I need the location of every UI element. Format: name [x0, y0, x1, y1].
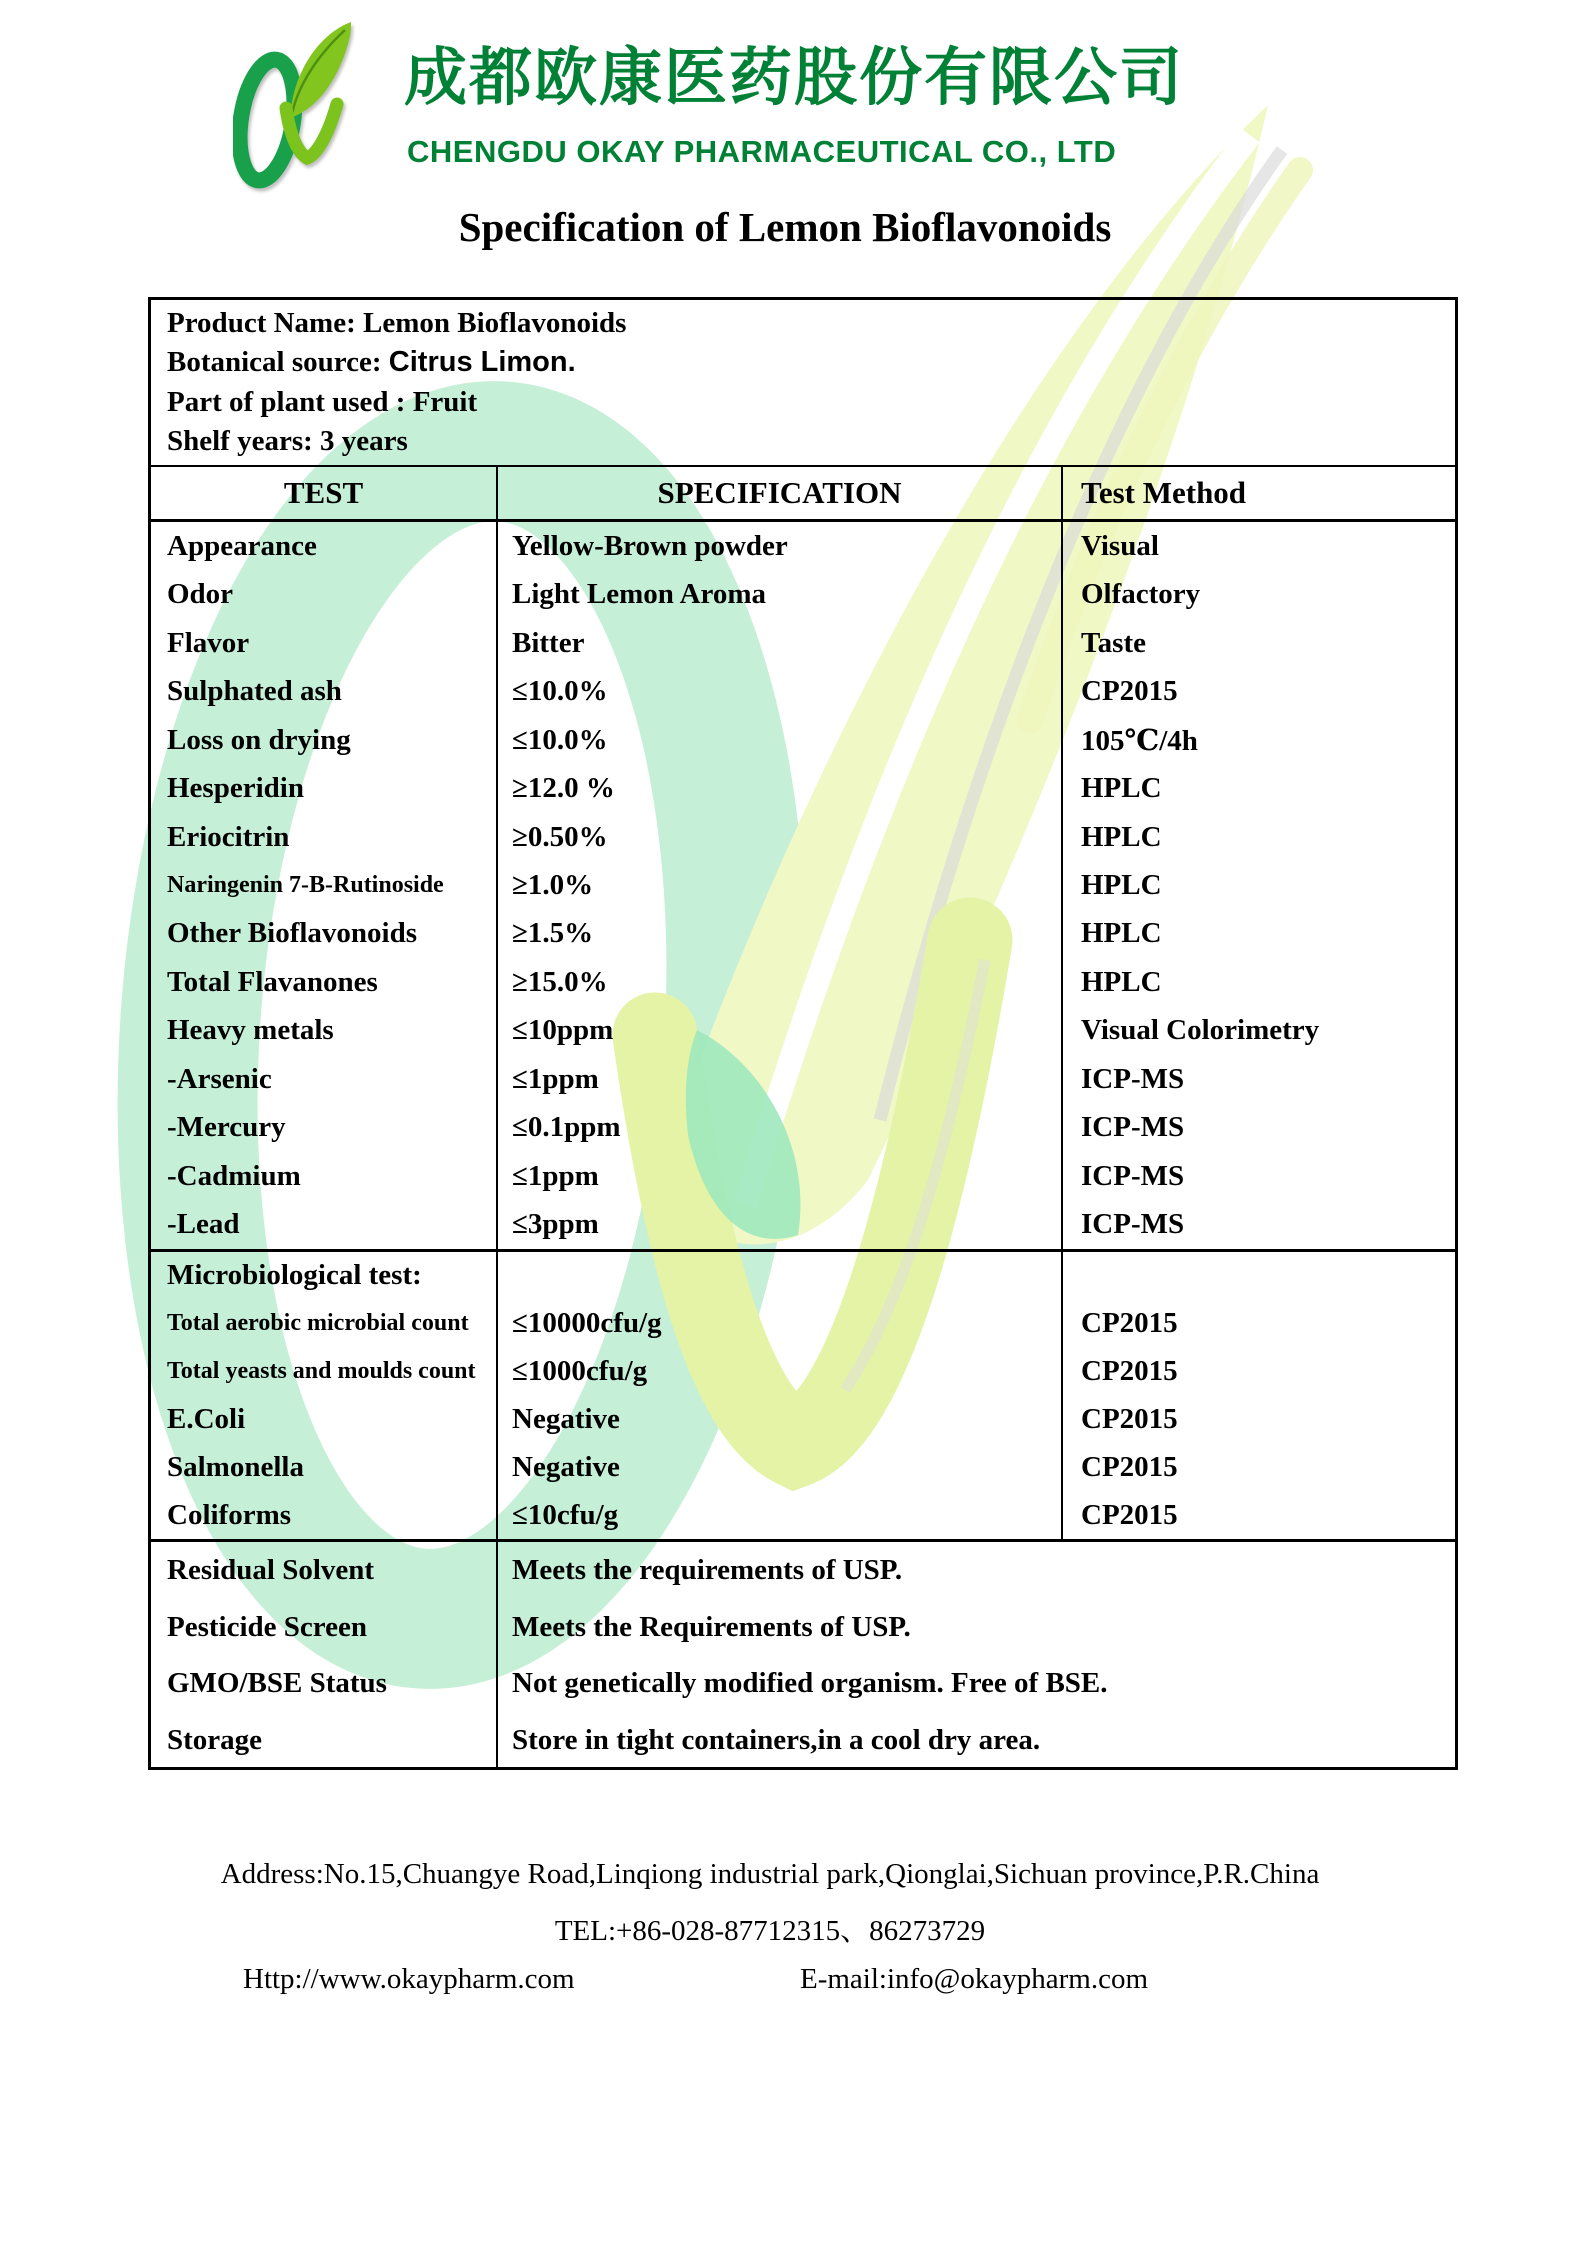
botanical-source-line [167, 346, 1455, 379]
company-name-chinese: 成都欧康医药股份有限公司 [404, 43, 1184, 113]
test-method-cell: ICP-MS [1061, 1055, 1455, 1103]
shelf-years-line [167, 425, 1455, 458]
table-row [151, 861, 1455, 909]
shelf-years-label: Shelf years: [167, 424, 313, 457]
plant-part-line [167, 386, 1455, 419]
test-method-cell: CP2015 [1061, 1443, 1455, 1491]
table-row [151, 716, 1455, 764]
table-row [151, 667, 1455, 715]
specification-cell: Light Lemon Aroma [496, 570, 1061, 618]
table-row [151, 1491, 1455, 1539]
general-section [151, 1539, 1455, 1769]
table-row [151, 1542, 1455, 1599]
test-name-cell: Appearance [167, 529, 317, 562]
product-name-value: Lemon Bioflavonoids [362, 307, 627, 340]
specification-cell: Store in tight containers,in a cool dry area. [496, 1712, 1455, 1769]
test-name-cell: E.Coli [167, 1402, 246, 1435]
botanical-source-label: Botanical source: [167, 346, 382, 379]
specification-cell: ≥0.50% [496, 813, 1061, 861]
test-method-cell: Visual Colorimetry [1061, 1007, 1455, 1055]
test-name-cell: Flavor [167, 626, 250, 659]
specification-cell: Yellow-Brown powder [496, 522, 1061, 570]
footer-telephone: TEL:+86-028-87712315、86273729 [554, 1915, 986, 1947]
table-row [151, 910, 1455, 958]
table-row [151, 1599, 1455, 1656]
table-row [151, 1152, 1455, 1200]
specification-cell: ≤10cfu/g [496, 1491, 1061, 1539]
test-name-cell: Heavy metals [167, 1014, 334, 1047]
product-info-block [151, 300, 1455, 465]
specification-cell: Bitter [496, 619, 1061, 667]
table-row [151, 1656, 1455, 1713]
test-name-cell: GMO/BSE Status [167, 1667, 387, 1700]
table-header-row [151, 465, 1455, 519]
footer-email-link[interactable]: E-mail:info@okaypharm.com [800, 1963, 1149, 1995]
test-name-cell: Coliforms [167, 1498, 292, 1531]
specification-cell: ≤10000cfu/g [496, 1300, 1061, 1348]
botanical-source-value: Citrus Limon. [388, 346, 576, 379]
table-row [151, 570, 1455, 618]
table-row [151, 1252, 1455, 1300]
test-method-cell: CP2015 [1061, 667, 1455, 715]
tests-section [151, 519, 1455, 1249]
plant-part-label: Part of plant used : [167, 385, 406, 418]
product-name-line [167, 307, 1455, 340]
test-name-cell: Pesticide Screen [167, 1610, 367, 1643]
footer-address: Address:No.15,Chuangye Road,Linqiong industrial park,Qionglai,Sichuan province,P.R.China [220, 1858, 1320, 1890]
column-header-test-method: Test Method [1061, 467, 1455, 519]
column-header-specification: SPECIFICATION [496, 467, 1061, 519]
specification-cell: ≤10.0% [496, 667, 1061, 715]
test-name-cell: -Lead [167, 1208, 240, 1241]
specification-cell: ≥1.5% [496, 910, 1061, 958]
table-row [151, 764, 1455, 812]
specification-cell: ≥15.0% [496, 958, 1061, 1006]
test-method-cell: Visual [1061, 522, 1455, 570]
test-name-cell: Hesperidin [167, 772, 304, 805]
test-method-cell: HPLC [1061, 910, 1455, 958]
table-row [151, 1201, 1455, 1249]
test-method-cell: HPLC [1061, 764, 1455, 812]
specification-cell: ≤1ppm [496, 1152, 1061, 1200]
test-name-cell: Odor [167, 578, 234, 611]
test-name-cell: Sulphated ash [167, 675, 342, 708]
table-row [151, 522, 1455, 570]
specification-cell: Meets the Requirements of USP. [496, 1599, 1455, 1656]
specification-cell: ≥1.0% [496, 861, 1061, 909]
test-name-cell: Total Flavanones [167, 965, 378, 998]
test-method-cell: CP2015 [1061, 1395, 1455, 1443]
specification-cell: ≤0.1ppm [496, 1104, 1061, 1152]
table-row [151, 1300, 1455, 1348]
test-name-cell: Storage [167, 1724, 263, 1757]
test-method-cell: Olfactory [1061, 570, 1455, 618]
test-method-cell: HPLC [1061, 813, 1455, 861]
product-name-label: Product Name: [167, 307, 356, 340]
table-row [151, 1348, 1455, 1396]
shelf-years-value: 3 years [320, 424, 408, 457]
table-row [151, 813, 1455, 861]
test-name-cell: -Mercury [167, 1111, 286, 1144]
test-name-cell: Eriocitrin [167, 820, 290, 853]
test-name-cell: Naringenin 7-B-Rutinoside [167, 872, 444, 899]
specification-cell [496, 1252, 1061, 1300]
specification-cell: Negative [496, 1443, 1061, 1491]
specification-cell: Negative [496, 1395, 1061, 1443]
test-name-cell: Residual Solvent [167, 1553, 375, 1586]
specification-cell: ≤1ppm [496, 1055, 1061, 1103]
specification-cell: ≤1000cfu/g [496, 1348, 1061, 1396]
test-method-cell: CP2015 [1061, 1300, 1455, 1348]
company-name-english: CHENGDU OKAY PHARMACEUTICAL CO., LTD [407, 134, 1117, 169]
table-row [151, 958, 1455, 1006]
specification-cell: ≥12.0 % [496, 764, 1061, 812]
table-row [151, 619, 1455, 667]
table-row [151, 1055, 1455, 1103]
test-method-cell: Taste [1061, 619, 1455, 667]
table-row [151, 1395, 1455, 1443]
page-title: Specification of Lemon Bioflavonoids [458, 204, 1112, 250]
specification-cell: Not genetically modified organism. Free of BSE. [496, 1656, 1455, 1713]
test-name-cell: Loss on drying [167, 723, 351, 756]
test-method-cell: ICP-MS [1061, 1201, 1455, 1249]
test-name-cell: Microbiological test: [167, 1259, 422, 1292]
table-row [151, 1104, 1455, 1152]
test-name-cell: -Cadmium [167, 1159, 301, 1192]
test-name-cell: Total aerobic microbial count [167, 1310, 469, 1337]
test-name-cell: -Arsenic [167, 1062, 272, 1095]
footer-website-link[interactable]: Http://www.okaypharm.com [243, 1963, 575, 1995]
table-row [151, 1712, 1455, 1769]
test-method-cell: ICP-MS [1061, 1104, 1455, 1152]
test-name-cell: Total yeasts and moulds count [167, 1358, 476, 1385]
specification-table [148, 297, 1458, 1770]
test-method-cell: HPLC [1061, 958, 1455, 1006]
specification-cell: ≤10.0% [496, 716, 1061, 764]
company-logo [233, 20, 365, 190]
test-method-cell: HPLC [1061, 861, 1455, 909]
test-name-cell: Other Bioflavonoids [167, 917, 418, 950]
table-row [151, 1007, 1455, 1055]
plant-part-value: Fruit [412, 385, 478, 418]
microbiological-section [151, 1249, 1455, 1539]
test-name-cell: Salmonella [167, 1450, 304, 1483]
test-method-cell: ICP-MS [1061, 1152, 1455, 1200]
test-method-cell: CP2015 [1061, 1491, 1455, 1539]
specification-cell: ≤3ppm [496, 1201, 1061, 1249]
test-method-cell: 105℃/4h [1061, 716, 1455, 764]
table-row [151, 1443, 1455, 1491]
specification-cell: ≤10ppm [496, 1007, 1061, 1055]
column-header-test: TEST [283, 475, 364, 510]
test-method-cell: CP2015 [1061, 1348, 1455, 1396]
test-method-cell [1061, 1252, 1455, 1300]
specification-cell: Meets the requirements of USP. [496, 1542, 1455, 1599]
